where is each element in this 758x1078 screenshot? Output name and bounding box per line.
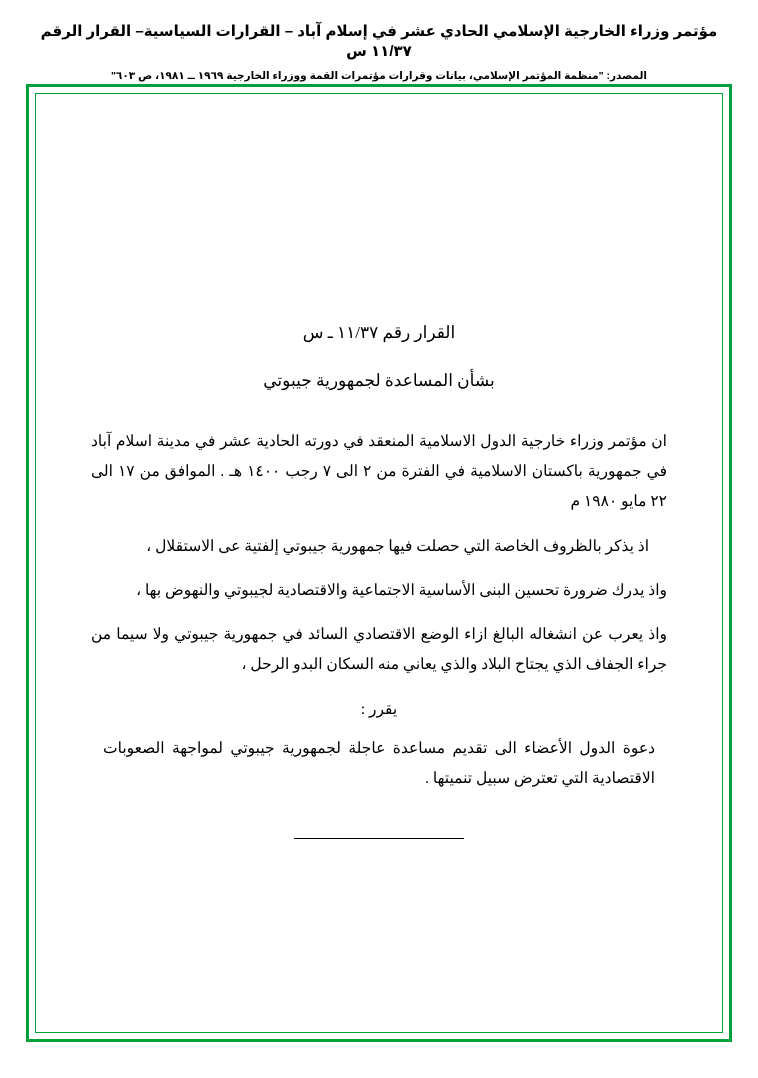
preamble-paragraph: ان مؤتمر وزراء خارجية الدول الاسلامية المنعقد في دورته الحادية عشر في مدينة اسلام آباد في جمهورية باكستان الاسلامية في الفترة من ٢ الى ٧ رجب ١٤٠٠ هـ . الموافق من ١٧ الى ٢٢ مايو ١٩٨٠ م xyxy=(91,433,667,511)
section-divider xyxy=(294,838,464,839)
decorative-frame-outer xyxy=(26,84,732,1042)
operative-paragraph-1: دعوة الدول الأعضاء الى تقديم مساعدة عاجلة لجمهورية جيبوتي لمواجهة الصعوبات الاقتصادية التي تعترض سبيل تنميتها . xyxy=(103,739,655,788)
decides-label: يقرر : xyxy=(360,700,398,718)
resolution-subject: بشأن المساعدة لجمهورية جيبوتي xyxy=(263,371,495,390)
resolution-number: القرار رقم ١١/٣٧ ـ س xyxy=(302,323,456,342)
header-title: مؤتمر وزراء الخارجية الإسلامي الحادي عشر في إسلام آباد – القرارات السياسية– القرار الرقم ١١/٣٧ س xyxy=(40,23,718,61)
page-header xyxy=(0,0,758,83)
document-body xyxy=(29,87,729,839)
clause-paragraph-1: اذ يذكر بالظروف الخاصة التي حصلت فيها جمهورية جيبوتي إلفتية عى الاستقلال ، xyxy=(146,537,649,555)
header-source: المصدر: "منظمة المؤتمر الإسلامي، بيانات وقرارات مؤتمرات القمة ووزراء الخارجية ١٩٦٩ ــ ١٩٨١، ص ٦٠٣" xyxy=(110,69,648,82)
clause-paragraph-3: واذ يعرب عن انشغاله البالغ ازاء الوضع الاقتصادي السائد في جمهورية جيبوتي ولا سيما من جراء الجفاف الذي يجتاح البلاد والذي يعاني منه السكان البدو الرحل ، xyxy=(91,626,667,674)
clause-paragraph-2: واذ يدرك ضرورة تحسين البنى الأساسية الاجتماعية والاقتصادية لجيبوتي والنهوض بها ، xyxy=(136,581,667,599)
